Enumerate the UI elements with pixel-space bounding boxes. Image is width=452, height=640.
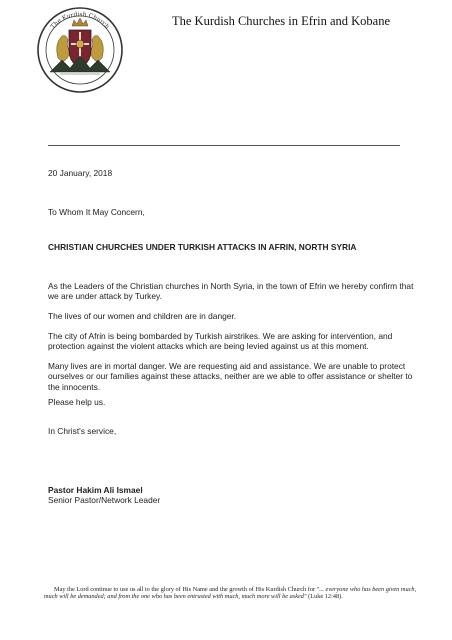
paragraph-5: Please help us. xyxy=(48,397,106,407)
paragraph-3: The city of Afrin is being bombarded by Turkish airstrikes. We are asking for intervention, and protection against the violent attacks which are being levied against us at this moment. xyxy=(48,331,393,352)
closing: In Christ's service, xyxy=(48,426,117,436)
organization-title: The Kurdish Churches in Efrin and Kobane xyxy=(172,14,390,28)
paragraph-2: The lives of our women and children are in danger. xyxy=(48,311,237,321)
header-divider xyxy=(48,145,400,146)
footer-lead: May the Lord continue to use us all to the glory of His Name and the growth of His Kurdish Church for " xyxy=(54,586,320,593)
letter-date: 20 January, 2018 xyxy=(48,168,113,178)
footer-ref: (Luke 12:48). xyxy=(306,593,343,601)
letter-subject: CHRISTIAN CHURCHES UNDER TURKISH ATTACKS IN AFRIN, NORTH SYRIA xyxy=(48,242,357,252)
footer-scripture-note xyxy=(44,586,420,600)
svg-text:The Kurdish Church: The Kurdish Church xyxy=(49,10,111,31)
salutation: To Whom It May Concern, xyxy=(48,207,145,217)
paragraph-1: As the Leaders of the Christian churches in North Syria, in the town of Efrin we hereby confirm that we are under attack by Turkey. xyxy=(48,281,414,302)
signer-title: Senior Pastor/Network Leader xyxy=(48,495,161,505)
paragraph-4: Many lives are in mortal danger. We are requesting aid and assistance. We are unable to protect ourselves or our families against these attacks, neither are we able to offer assistance or shelter to the innocents. xyxy=(48,361,413,392)
signer-name: Pastor Hakim Ali Ismael xyxy=(48,485,143,495)
church-seal-logo xyxy=(36,6,124,94)
footer-quote: ... everyone who has been given much, much will be demanded; and from the one who has been entrusted with much, much more will be asked" xyxy=(44,586,417,601)
